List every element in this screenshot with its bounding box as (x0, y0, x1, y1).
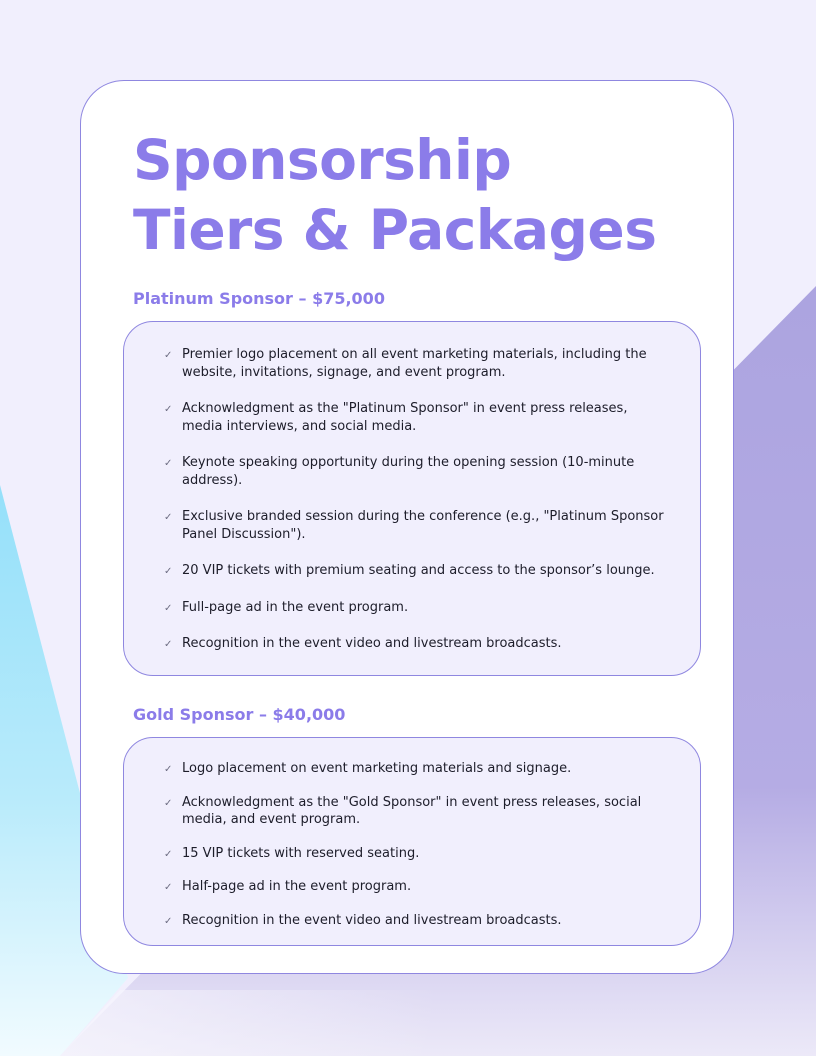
check-icon: ✓ (164, 882, 173, 893)
platinum-tier-heading: Platinum Sponsor – $75,000 (133, 289, 385, 308)
benefit-item (124, 346, 700, 381)
benefit-item (124, 400, 700, 435)
benefit-text: Recognition in the event video and livestream broadcasts. (182, 636, 562, 651)
benefit-text: Exclusive branded session during the conference (e.g., "Platinum Sponsor Panel Discussion"). (182, 509, 664, 542)
benefit-text: Recognition in the event video and livestream broadcasts. (182, 912, 562, 928)
gold-benefit-list (124, 760, 700, 929)
check-icon: ✓ (164, 404, 173, 415)
platinum-benefit-list (124, 346, 700, 653)
check-icon: ✓ (164, 915, 173, 927)
check-icon: ✓ (164, 602, 173, 614)
check-icon: ✓ (164, 797, 173, 809)
benefit-item (124, 599, 700, 617)
check-icon: ✓ (164, 350, 173, 361)
benefit-text: Keynote speaking opportunity during the opening session (10-minute address). (182, 455, 635, 488)
content-card (80, 80, 734, 974)
check-icon: ✓ (164, 458, 173, 469)
gold-benefits-box (123, 737, 701, 946)
platinum-benefits-box (123, 321, 701, 676)
benefit-item (124, 454, 700, 489)
benefit-text: Logo placement on event marketing materials and signage. (182, 761, 572, 776)
benefit-item (124, 760, 700, 778)
benefit-item (124, 635, 700, 653)
benefit-item (124, 912, 700, 930)
check-icon: ✓ (164, 764, 173, 775)
title-line-2: Tiers & Packages (133, 198, 657, 262)
benefit-text: Acknowledgment as the "Gold Sponsor" in event press releases, social media, and event program. (182, 794, 642, 827)
benefit-text: Half-page ad in the event program. (182, 879, 412, 894)
benefit-text: Premier logo placement on all event marketing materials, including the website, invitations, signage, and event program. (182, 347, 647, 380)
benefit-item (124, 794, 700, 829)
benefit-item (124, 508, 700, 543)
benefit-text: 15 VIP tickets with reserved seating. (182, 845, 420, 861)
benefit-item (124, 845, 700, 863)
benefit-text: Full-page ad in the event program. (182, 599, 409, 615)
bottom-fade (60, 990, 440, 1056)
check-icon: ✓ (164, 639, 173, 650)
page-title (133, 125, 656, 265)
title-line-1: Sponsorship (133, 128, 512, 192)
check-icon: ✓ (164, 566, 173, 577)
benefit-text: 20 VIP tickets with premium seating and access to the sponsor’s lounge. (182, 563, 655, 578)
gold-tier-heading: Gold Sponsor – $40,000 (133, 705, 346, 724)
benefit-text: Acknowledgment as the "Platinum Sponsor" in event press releases, media interviews, and social media. (182, 401, 628, 434)
benefit-item (124, 878, 700, 896)
benefit-item (124, 562, 700, 580)
check-icon: ✓ (164, 848, 173, 860)
check-icon: ✓ (164, 512, 173, 523)
